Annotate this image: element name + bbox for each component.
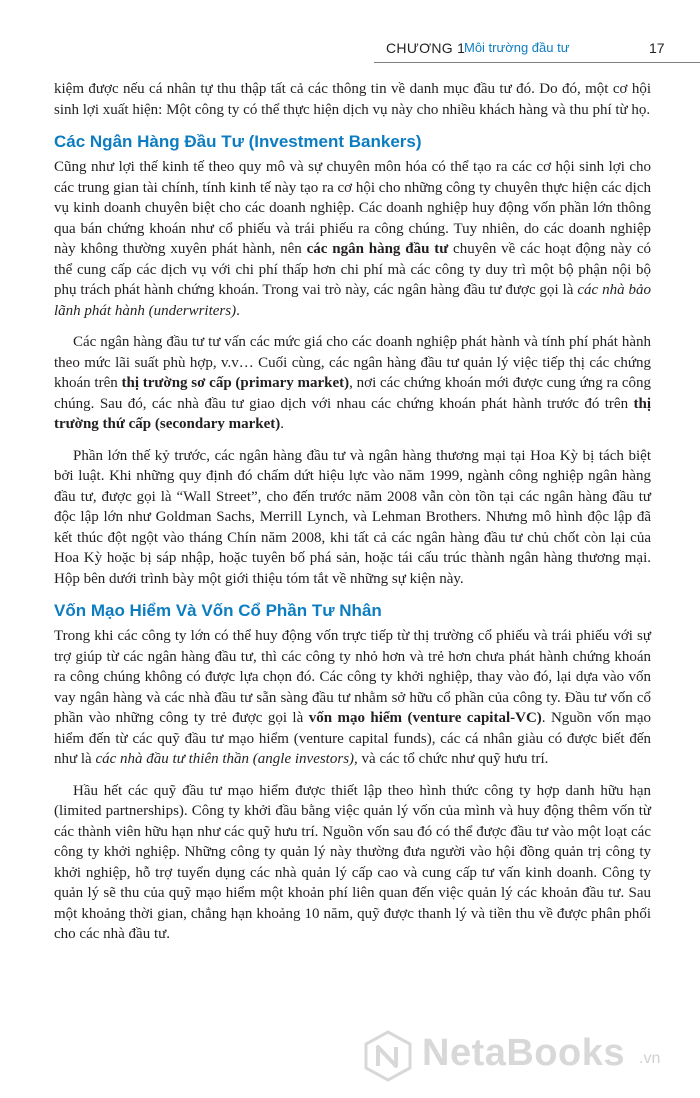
section-heading-venture-capital: Vốn Mạo Hiểm Và Vốn Cổ Phần Tư Nhân <box>54 601 382 620</box>
page-body <box>54 79 651 945</box>
page-header <box>0 0 700 58</box>
section1-paragraph-1: Cũng như lợi thế kinh tế theo quy mô và sự chuyên môn hóa có thể tạo ra các cơ hội sinh lợi cho các trung gian tài chính, tính kinh tế này tạo ra cơ hội cho những công ty chuyên thực hiện các dịch vụ kinh doanh chuyên biệt cho các doanh nghiệp. Các doanh nghiệp huy động vốn phần lớn thông qua bán chứng khoán như cổ phiếu và trái phiếu ra công chúng. Tuy nhiên, do các doanh nghiệp này không thường xuyên phát hành, nên các ngân hàng đầu tư chuyên về các hoạt động này có thể cung cấp các dịch vụ với chi phí thấp hơn chi phí mà các công ty duy trì một bộ phận nội bộ phụ trách phát hành chứng khoán. Trong vai trò này, các ngân hàng đầu tư được gọi là các nhà bảo lãnh phát hành (underwriters). <box>54 159 651 319</box>
section2-paragraph-1: Trong khi các công ty lớn có thể huy động vốn trực tiếp từ thị trường cổ phiếu và trái phiếu với sự trợ giúp từ các ngân hàng đầu tư, thì các công ty nhỏ hơn và trẻ hơn chưa phát hành chứng khoán ra công chúng không có được lựa chọn đó. Các công ty khởi nghiệp, thay vào đó, lại dựa vào vốn vay ngân hàng và các nhà đầu tư sẵn sàng đầu tư nhằm sở hữu cổ phần của công ty. Đầu tư vốn cổ phần vào những công ty trẻ được gọi là vốn mạo hiểm (venture capital-VC). Nguồn vốn mạo hiểm đến từ các quỹ đầu tư mạo hiểm (venture capital funds), các cá nhân giàu có được biết đến như là các nhà đầu tư thiên thần (angle investors), và các tổ chức như quỹ hưu trí. <box>54 628 651 767</box>
section1-paragraph-3: Phần lớn thế kỷ trước, các ngân hàng đầu tư và ngân hàng thương mại tại Hoa Kỳ bị tách biệt bởi luật. Khi những quy định đó chấm dứt hiệu lực vào năm 1999, ngành công nghiệp ngân hàng đầu tư, được gọi là “Wall Street”, cho đến trước năm 2008 vẫn còn tồn tại các ngân hàng đầu tư độc lập lớn như Goldman Sachs, Merrill Lynch, và Lehman Brothers. Nhưng mô hình độc lập đã kết thúc đột ngột vào tháng Chín năm 2008, khi tất cả các ngân hàng đầu tư chủ chốt còn lại của Hoa Kỳ hoặc bị sáp nhập, hoặc tuyên bố phá sản, hoặc tái cấu trúc thành ngân hàng thương mại. Hộp bên dưới trình bày một giới thiệu tóm tắt về những sự kiện này. <box>54 447 651 587</box>
term-primary-market: thị trường sơ cấp (primary market) <box>121 375 350 391</box>
term-investment-banks: các ngân hàng đầu tư <box>306 241 449 257</box>
term-angel-investors: các nhà đầu tư thiên thần (angle investors) <box>95 751 355 767</box>
section-heading-investment-bankers: Các Ngân Hàng Đầu Tư (Investment Bankers) <box>54 132 422 151</box>
page-number: 17 <box>649 40 665 56</box>
chapter-topic: Môi trường đầu tư <box>464 40 570 55</box>
section1-paragraph-2: Các ngân hàng đầu tư tư vấn các mức giá cho các doanh nghiệp phát hành và tính phí phát hành theo mức lãi suất phù hợp, v.v… Cuối cùng, các ngân hàng đầu tư quản lý việc tiếp thị các chứng khoán trên thị trường sơ cấp (primary market), nơi các chứng khoán mới được cung ứng ra công chúng. Sau đó, các nhà đầu tư giao dịch với nhau các chứng khoán phát hành trước đó trên thị trường thứ cấp (secondary market). <box>54 334 652 432</box>
chapter-label: CHƯƠNG 1 <box>386 40 466 56</box>
term-secondary-market: thị trường thứ cấp (secondary market) <box>54 395 651 432</box>
term-venture-capital: vốn mạo hiểm (venture capital-VC) <box>308 710 542 726</box>
term-underwriters: các nhà bảo lãnh phát hành (underwriters) <box>54 282 651 319</box>
netabooks-watermark <box>362 1028 700 1090</box>
watermark-suffix: .vn <box>639 1050 661 1067</box>
netabooks-logo-icon <box>362 1030 414 1082</box>
section2-paragraph-2: Hầu hết các quỹ đầu tư mạo hiểm được thiết lập theo hình thức công ty hợp danh hữu hạn (limited partnerships). Công ty khởi đầu bằng việc quản lý vốn của mình và huy động thêm vốn từ các thành viên hữu hạn như các quỹ hưu trí. Nguồn vốn sau đó có thể được đầu tư vào một loạt các công ty khởi nghiệp. Những công ty quản lý này thường đưa người vào hội đồng quản trị công ty khởi nghiệp, hỗ trợ tuyển dụng các nhà quản lý cấp cao và cung cấp tư vấn kinh doanh. Công ty quản lý sẽ thu của quỹ mạo hiểm một khoản phí liên quan đến việc quản lý các khoản đầu tư. Sau một khoảng thời gian, chẳng hạn khoảng 10 năm, quỹ được thanh lý và tiền thu về được phân phối cho các nhà đầu tư. <box>54 782 651 942</box>
header-rule <box>374 62 700 63</box>
watermark-brand: NetaBooks <box>422 1032 625 1074</box>
intro-paragraph: kiệm được nếu cá nhân tự thu thập tất cả các thông tin về danh mục đầu tư đó. Do đó, một cơ hội sinh lợi xuất hiện: Một công ty có thể thực hiện dịch vụ này cho nhiều khách hàng và thu phí từ họ. <box>54 81 651 118</box>
